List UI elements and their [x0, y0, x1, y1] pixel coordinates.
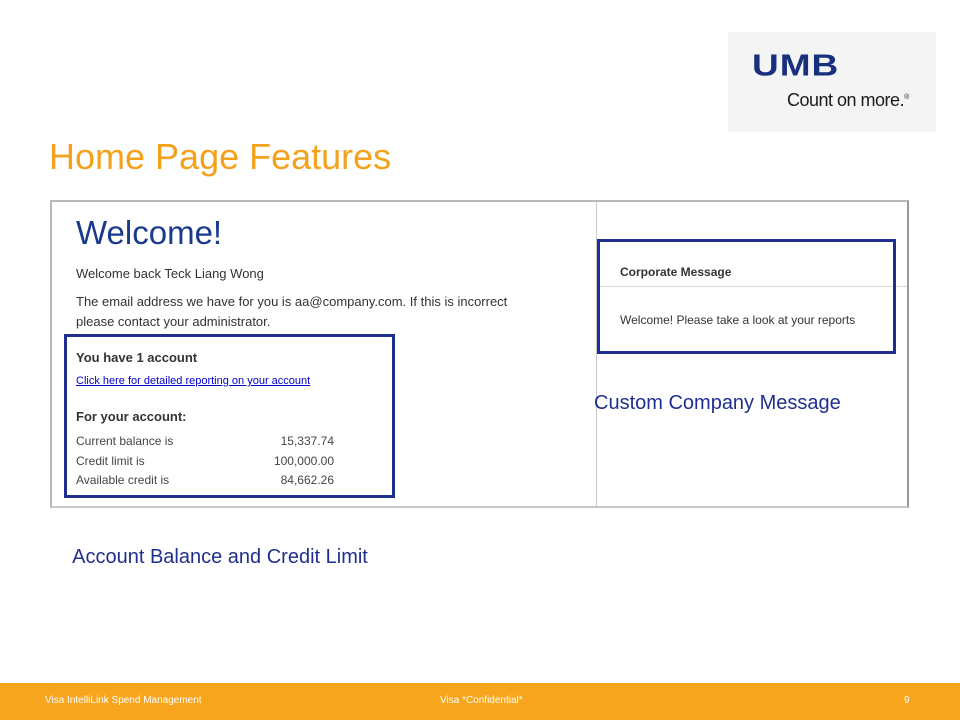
welcome-heading: Welcome! — [76, 214, 223, 251]
account-count: You have 1 account — [76, 350, 198, 365]
row-value: 100,000.00 — [273, 454, 334, 468]
row-label: Credit limit is — [76, 454, 145, 468]
umb-tagline: Count on more.® — [787, 90, 909, 110]
corporate-message-title: Corporate Message — [620, 265, 732, 279]
footer-confidential: Visa *Confidential* — [440, 695, 523, 706]
row-value: 84,662.26 — [280, 473, 334, 487]
custom-message-caption: Custom Company Message — [594, 392, 841, 414]
for-your-account-heading: For your account: — [76, 409, 187, 424]
umb-wordmark: UMB — [752, 48, 840, 82]
welcome-back-text: Welcome back Teck Liang Wong — [76, 266, 264, 281]
account-balance-caption: Account Balance and Credit Limit — [72, 546, 368, 568]
account-highlight-box — [64, 334, 395, 498]
email-notice-line2: please contact your administrator. — [76, 314, 271, 329]
corporate-message-body: Welcome! Please take a look at your reports — [620, 313, 856, 327]
detailed-reporting-link[interactable]: Click here for detailed reporting on your account — [76, 375, 311, 387]
row-value: 15,337.74 — [280, 434, 334, 448]
row-label: Current balance is — [76, 434, 174, 448]
footer-product: Visa IntelliLink Spend Management — [45, 695, 202, 706]
corporate-highlight-box — [597, 239, 896, 354]
umb-logo — [728, 32, 936, 132]
email-notice-line1: The email address we have for you is aa@company.com. If this is incorrect — [76, 294, 508, 309]
footer-bar — [0, 683, 960, 720]
page-number: 9 — [904, 695, 910, 706]
row-label: Available credit is — [76, 473, 170, 487]
slide-title: Home Page Features — [49, 136, 392, 177]
